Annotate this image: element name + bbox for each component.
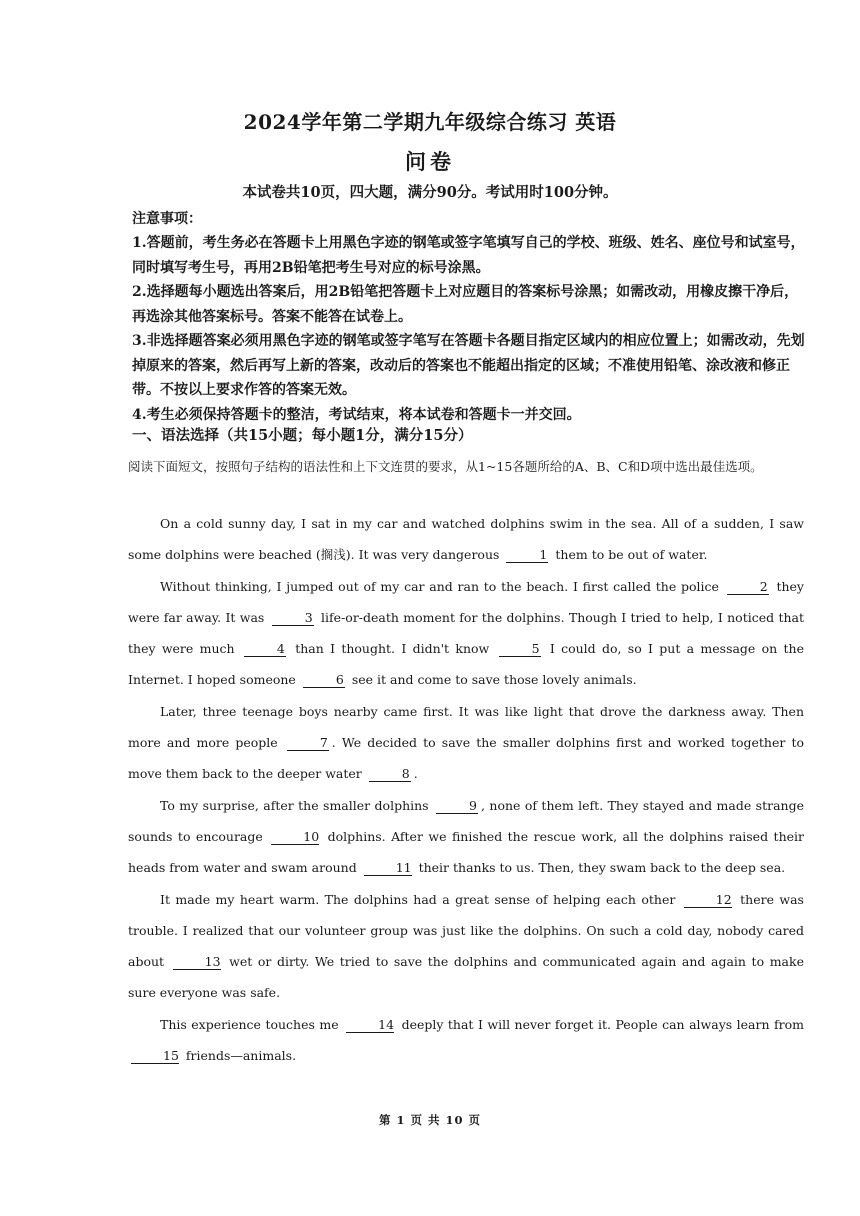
passage-paragraph-2 — [128, 571, 804, 696]
answer-blank-1: 1 — [506, 547, 548, 563]
answer-blank-11: 11 — [364, 860, 412, 876]
notice-item: 2.选择题每小题选出答案后，用2B铅笔把答题卡上对应题目的答案标号涂黑；如需改动，用橡皮擦干净后，再选涂其他答案标号。答案不能答在试卷上。 — [132, 284, 799, 325]
passage-paragraph-5 — [128, 884, 804, 1009]
passage-text: Without thinking, I jumped out of my car and ran to the beach. I first called the police — [160, 578, 719, 594]
answer-blank-3: 3 — [272, 610, 314, 626]
passage-text: see it and come to save those lovely animals. — [351, 672, 637, 688]
notice-heading: 注意事项： — [132, 211, 202, 227]
passage-text: Later, three teenage boys nearby came first. It was like light that drove the darkness away. Then more and more people — [128, 703, 804, 751]
passage-text: , none of them left. They stayed and made strange sounds to encourage — [128, 797, 804, 844]
passage-text: friends—animals. — [185, 1048, 297, 1064]
passage-paragraph-4 — [128, 790, 804, 884]
answer-blank-4: 4 — [244, 641, 286, 657]
notice-item: 3.非选择题答案必须用黑色字迹的钢笔或签字笔写在答题卡各题目指定区域内的相应位置上；如需改动，先划掉原来的答案，然后再写上新的答案，改动后的答案也不能超出指定的区域；不准使用铅笔、涂改液和修正带。不按以上要求作答的答案无效。 — [132, 333, 805, 398]
notice-list — [132, 231, 812, 427]
answer-blank-10: 10 — [271, 829, 319, 845]
passage-paragraph-1 — [128, 508, 804, 571]
answer-blank-14: 14 — [346, 1017, 394, 1033]
notice-item: 4.考生必须保持答题卡的整洁，考试结束，将本试卷和答题卡一并交回。 — [132, 406, 581, 423]
answer-blank-15: 15 — [131, 1048, 179, 1064]
answer-blank-5: 5 — [499, 641, 541, 657]
answer-blank-2: 2 — [727, 579, 769, 595]
answer-blank-7: 7 — [287, 735, 329, 751]
notice-item: 1.答题前，考生务必在答题卡上用黑色字迹的钢笔或签字笔填写自己的学校、班级、姓名、座位号和试室号，同时填写考生号，再用2B铅笔把考生号对应的标号涂黑。 — [132, 235, 805, 276]
exam-subtitle: 问卷 — [405, 149, 455, 174]
passage-text: they were far away. It was — [128, 578, 804, 625]
passage-text: . — [413, 766, 418, 782]
passage-text: life-or-death moment for the dolphins. Though I tried to help, I noticed that they were much — [128, 609, 804, 657]
passage-text: their thanks to us. Then, they swam back to the deep sea. — [418, 860, 786, 876]
passage-text: them to be out of water. — [555, 547, 708, 563]
passage-paragraph-6 — [128, 1009, 804, 1072]
passage-text: I could do, so I put a message on the Internet. I hoped someone — [128, 641, 804, 688]
answer-blank-6: 6 — [303, 672, 345, 688]
passage-paragraph-3 — [128, 696, 804, 790]
passage-text: It made my heart warm. The dolphins had a great sense of helping each other — [160, 891, 676, 907]
exam-title: 2024学年第二学期九年级综合练习 英语 — [243, 110, 617, 134]
passage-text: On a cold sunny day, I sat in my car and watched dolphins swim in the sea. All of a sudden, I saw some dolphins were beached (搁浅). It was very dangerous — [128, 516, 804, 563]
passage-text: . We decided to save the smaller dolphins first and worked together to move them back to the deeper water — [128, 735, 804, 782]
passage-text: To my surprise, after the smaller dolphins — [160, 797, 429, 813]
passage-text: than I thought. I didn't know — [295, 641, 490, 657]
section-heading: 一、语法选择（共15小题；每小题1分，满分15分） — [132, 427, 473, 444]
passage-text: there was trouble. I realized that our volunteer group was just like the dolphins. On such a cold day, nobody cared about — [128, 891, 804, 970]
reading-passage — [128, 508, 804, 1071]
page-footer: 第 1 页 共 10 页 — [378, 1113, 482, 1127]
answer-blank-13: 13 — [173, 954, 221, 970]
passage-text: This experience touches me — [160, 1016, 339, 1032]
passage-text: deeply that I will never forget it. People can always learn from — [401, 1016, 805, 1032]
section-directions: 阅读下面短文，按照句子结构的语法性和上下文连贯的要求，从1~15各题所给的A、B、C和D项中选出最佳选项。 — [128, 459, 763, 474]
exam-info: 本试卷共10页，四大题，满分90分。考试用时100分钟。 — [242, 184, 618, 201]
answer-blank-8: 8 — [369, 766, 411, 782]
answer-blank-12: 12 — [684, 892, 732, 908]
passage-text: dolphins. After we finished the rescue work, all the dolphins raised their heads from water and swam around — [128, 828, 804, 876]
answer-blank-9: 9 — [436, 798, 478, 814]
passage-text: wet or dirty. We tried to save the dolphins and communicated again and again to make sure everyone was safe. — [128, 954, 804, 1001]
